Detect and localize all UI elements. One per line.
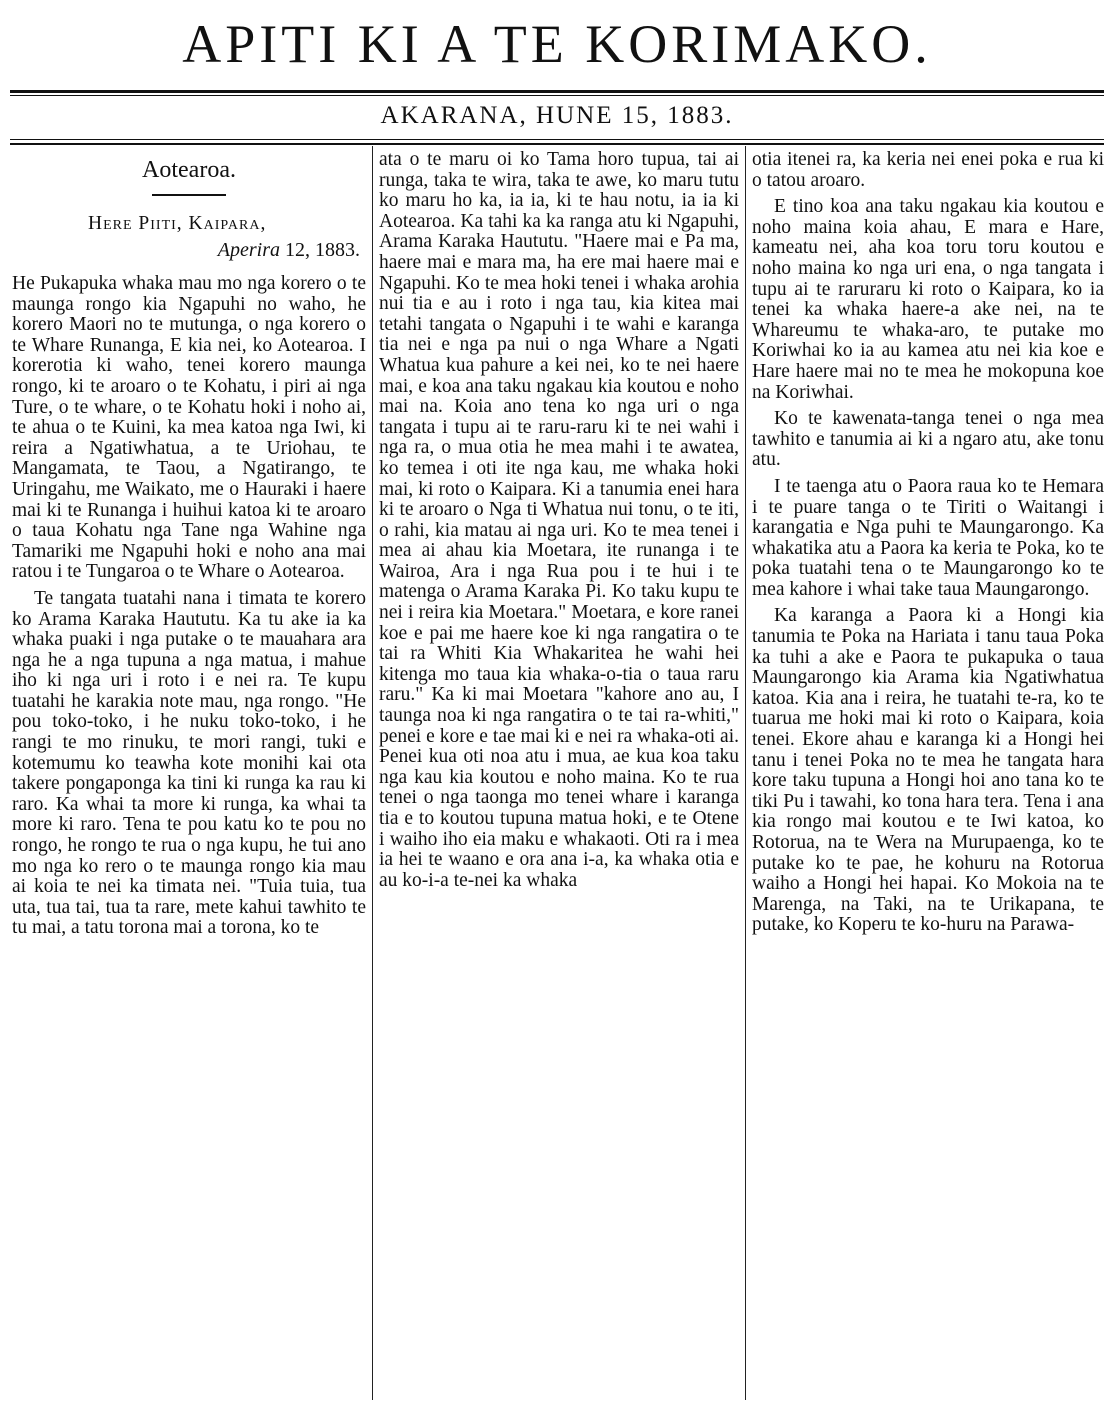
paragraph: Te tangata tuatahi nana i timata te korero ko Arama Karaka Haututu. Ka tu ake ia ka whaka puaki i nga putake o te mauahara ara nga he a nga tupuna a nga matua, i mahue iho ki nga uri i roto i e nei ra. Te kupu tuatahi he karakia note mau, nga rongo. "He pou toko-toko, i he nuku toko-toko, i he rangi te mo rinuku, te mori rangi, tuki e kotemumu ko teawha kote monihi kai ota takere pongaponga ka tini ki runga ka rau ki raro. Ka whai ta more ki runga, ka whai ta more ki raro. Tena te pou katu ko te pou no rongo, he rongo te rua o nga kupu, he tui ano mo nga ko rero o te maunga rongo kia mau ai koia te nei ka timata nei. "Tuia tuia, tua uta, tua tai, tua ta rare, mete kahui tawhito te tu mai, a tatu torona mai a torona, ko te [12,587,366,939]
letter-date-month: Aperira [217,239,280,261]
paragraph: I te taenga atu o Paora raua ko te Hemara i te puare tanga o te Tiriti o Waitangi i karangatia e Nga puhi te Maungarongo. Ka whakatika atu a Paora ka keria te Poka, ko te poka tuatahi tena o te Maungarongo ko te mea kahore i whai take taua Maungarongo. [752,475,1104,600]
column-divider-1 [372,146,373,1400]
letter-date-year: 12, 1883. [285,239,360,261]
paragraph: He Pukapuka whaka mau mo nga korero o te maunga rongo kia Ngapuhi no waho, he korero Maori no te mutunga, o nga korero o te Whare Runanga, E kia nei, ko Aotearoa. I korerotia ki waho, tenei korero maunga rongo, ki te aroaro o te Kohatu, i piri ai nga Ture, o te whare, o te Kohatu hoki i noho ai, te ahua o te Kuini, ka mea katoa nga Iwi, ki reira a Ngatiwhatua, a te Uriohau, te Mangamata, te Taou, a Ngatirango, te Uringahu, me Waikato, me o Hauraki i haere mai ki te Runanga i huihui katoa ki te aroaro o taua Kohatu nga Tane nga Wahine nga Tamariki me Ngapuhi hoki e noho ana mai ratou i te Tungaroa o te Whare o Aotearoa. [12,273,366,583]
column-3 [752,150,1104,1400]
section-title-rule [152,194,226,196]
dateline-rule-thick [10,143,1104,145]
paragraph: otia itenei ra, ka keria nei enei poka e rua ki o tatou aroaro. [752,150,1104,191]
dateline: AKARANA, HUNE 15, 1883. [380,102,734,129]
paragraph: ata o te maru oi ko Tama horo tupua, tai ai runga, taka te wira, taka te awe, ko maru tutu ko maru ho ka, ia ia, ki te hau notu, ia ia ki Aotearoa. Ka tahi ka ka ranga atu ki Ngapuhi, Arama Karaka Haututu. "Haere mai e Pa ma, haere mai e mara ma, ha ere mai haere mai e Ngapuhi. Ko te mea hoki tenei i whaka arohia nui tia e au i roto i nga tau, kia kitea mai tetahi tangata o Ngapuhi i te wahi e karanga tia nei e nga pa nui o nga Whare a Ngati Whatua kua pahure a kei nei, ko te nei haere mai, e koa ana taku ngakau kia koutou e noho mai na. Koia ano tena ko nga uri o nga tangata i tupu ai te raru-raru ki te nei wahi i nga ra, o mua otia he mea mahi i te awatea, ko temea i oti ite nga kau, me whaka hoki mai, ki roto o Kaipara. Ki a tanumia enei hara ki te aroaro o Nga ti Whatua nui tonu, o te iti, o rahi, kia matau ai nga uri. Ko te mea tenei i mea ai ahau kia Moetara, ite runanga i te Wairoa, Ara i nga Rua pou i te hui i te matenga o Arama Karaka Pi. Ko taku kupu te nei i reira kia Moetara." Moetara, e kore ranei koe e pai me haere koe ki nga rangatira o te tai ra Whiti Kia Whakaritea he wahi hei kitenga mo taua kia whaka-o-tia o taua raru raru." Ka ki mai Moetara "kahore ano au, I taunga noa ki nga rangatira o te tai ra-whiti," penei e kore e tae mai ki e nei ra whaka-oti ai. Penei kua oti noa atu i mua, ae kua koa taku nga kau kia koutou e noho maina. Ko te rua tenei o nga taonga mo tenei whare i karanga tia e to koutou tupuna matua hoki, e te Otene i waiho iho eia maku e whakaoti. Oti ra i mea ia hei te waano e ora ana i-a, ka whaka otia e au ko-i-a te-nei ka whaka [379,150,739,891]
column-2 [379,150,739,1400]
column-divider-2 [745,146,746,1400]
column-1 [12,150,366,1400]
letter-sender-text: Here Piiti, Kaipara, [88,213,267,234]
letter-sender [88,212,366,236]
masthead-title: APITI KI A TE KORIMAKO. [182,14,932,74]
paragraph: Ka karanga a Paora ki a Hongi kia tanumia te Poka na Hariata i tanu taua Poka ka tuhi a ake e Paora te pukapuka o taua Maungarongo kia Arama kia Ngatiwhatua katoa. Kia ana i reira, he tuatahi te-ra, ko te tuarua me hoki mai ki roto o Kaipara, koia tenei. Ekore ahau e karanga ki a Hongi hei tanu i tenei Poka no te mea he tangata hara kore taku tupuna a Hongi hoi ano tana ko te tiki Pu i tawahi, ko tona hara tera. Tena i ana kia rongo mai koutou e te Iwi katoa, ko Rotorua, na te Wera na Murupaenga, ko te putake ko te pae, he kohuru na Rotorua waiho a Hongi hei hapai. Ko Mokoia na te Marenga, na Taki, na te Urikapana, te putake, ko Koperu te ko-huru na Parawa- [752,605,1104,936]
dateline-rule-thin [10,139,1104,140]
paragraph: E tino koa ana taku ngakau kia koutou e noho maina koia ahau, E mara e Hare, kameatu nei, aha koa toru toru koutou e noho maina ko nga uri ena, o nga tangata i tupu ai te raruraru ki roto o Kaipara, ko ia tenei ka whaka haere-a ake nei, na te Whareumu te whaka-aro, te putake mo Koriwhai ko ia au kamea atu nei kia koe e Hare haere mai no te mea he mokopuna koe na Koriwhai. [752,196,1104,403]
masthead-rule-thick [10,90,1104,93]
letter-date [12,238,360,262]
masthead-rule-thin [10,95,1104,96]
section-title: Aotearoa. [142,157,236,183]
paragraph: Ko te kawenata-tanga tenei o nga mea tawhito e tanumia ai ki a ngaro atu, ake tonu atu. [752,408,1104,471]
